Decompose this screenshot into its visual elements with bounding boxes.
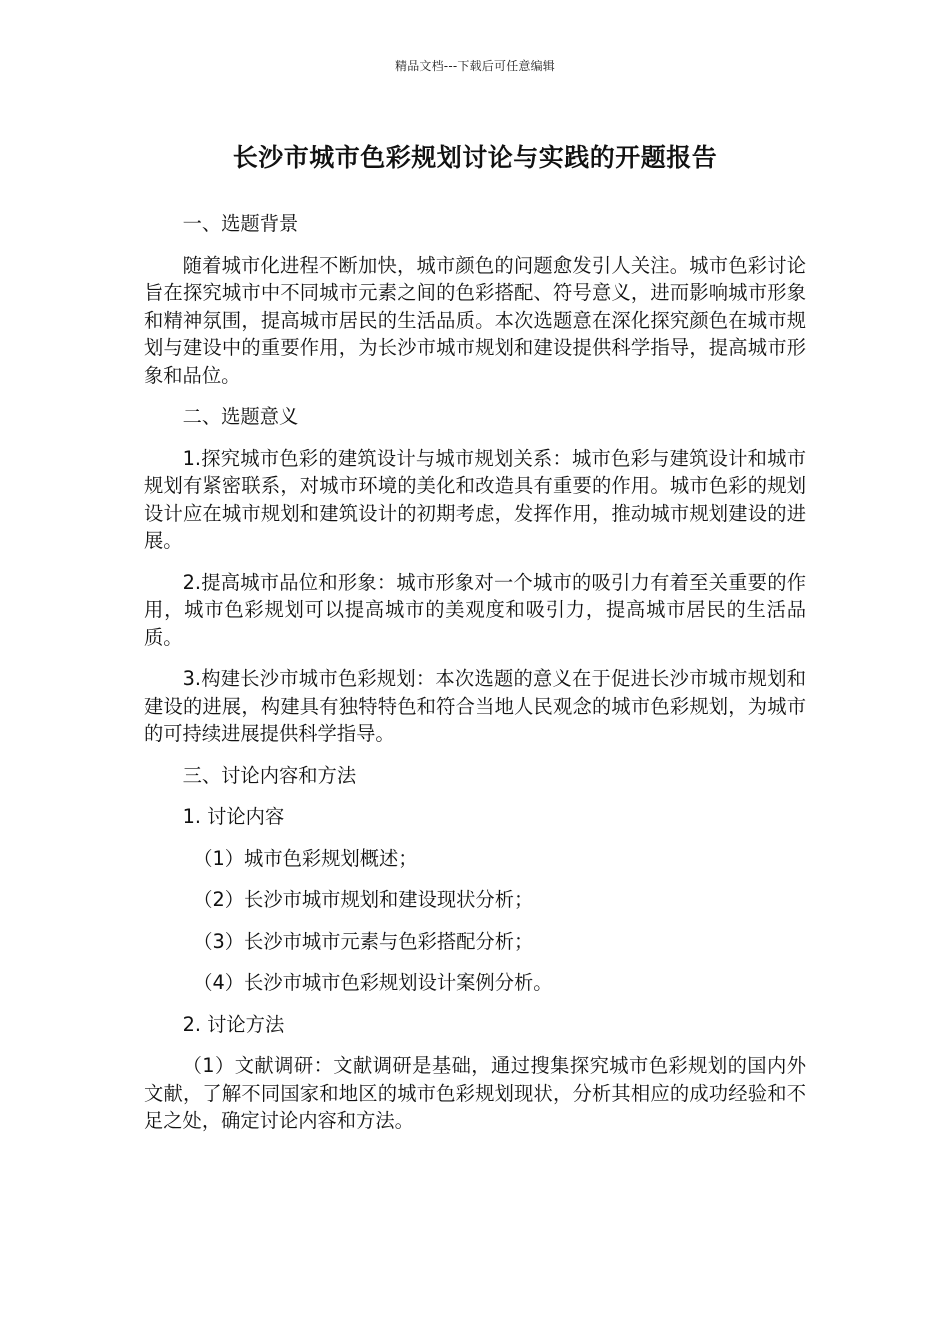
background-paragraph: 随着城市化进程不断加快，城市颜色的问题愈发引人关注。城市色彩讨论旨在探究城市中不同城市元素之间的色彩搭配、符号意义，进而影响城市形象和精神氛围，提高城市居民的生活品质。本次选题意在深化探究颜色在城市规划与建设中的重要作用，为长沙市城市规划和建设提供科学指导，提高城市形象和品位。 bbox=[144, 253, 806, 387]
content-item-1: （1）城市色彩规划概述； bbox=[193, 846, 418, 870]
significance-point-1: 1.探究城市色彩的建筑设计与城市规划关系：城市色彩与建筑设计和城市规划有紧密联系，对城市环境的美化和改造具有重要的作用。城市色彩的规划设计应在城市规划和建筑设计的初期考虑，发挥作用，推动城市规划建设的进展。 bbox=[144, 446, 806, 552]
significance-point-3: 3.构建长沙市城市色彩规划：本次选题的意义在于促进长沙市城市规划和建设的进展，构建具有独特特色和符合当地人民观念的城市色彩规划，为城市的可持续进展提供科学指导。 bbox=[144, 667, 806, 745]
document-title: 长沙市城市色彩规划讨论与实践的开题报告 bbox=[232, 143, 718, 172]
header-note: 精品文档---下载后可任意编辑 bbox=[395, 59, 555, 73]
methods-paragraph: （1）文献调研：文献调研是基础，通过搜集探究城市色彩规划的国内外文献，了解不同国家和地区的城市色彩规划现状，分析其相应的成功经验和不足之处，确定讨论内容和方法。 bbox=[144, 1054, 806, 1132]
content-item-2: （2）长沙市城市规划和建设现状分析； bbox=[193, 888, 534, 911]
content-item-3: （3）长沙市城市元素与色彩搭配分析； bbox=[193, 929, 534, 953]
content-item-4: （4）长沙市城市色彩规划设计案例分析。 bbox=[193, 971, 553, 994]
document-body bbox=[144, 210, 806, 1149]
content-subheading: 1. 讨论内容 bbox=[182, 805, 285, 828]
section-heading-significance: 二、选题意义 bbox=[182, 405, 299, 428]
methods-subheading: 2. 讨论方法 bbox=[182, 1012, 285, 1036]
section-heading-background: 一、选题背景 bbox=[182, 212, 299, 235]
significance-point-2: 2.提高城市品位和形象：城市形象对一个城市的吸引力有着至关重要的作用，城市色彩规划可以提高城市的美观度和吸引力，提高城市居民的生活品质。 bbox=[144, 570, 806, 649]
section-heading-content-methods: 三、讨论内容和方法 bbox=[182, 763, 357, 787]
